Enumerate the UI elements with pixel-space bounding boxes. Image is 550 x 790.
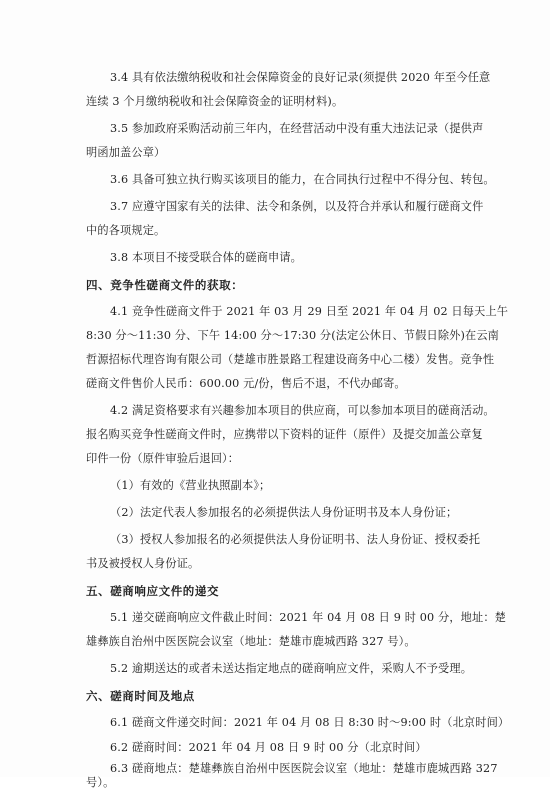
para-4-2-line-2: 报名购买竞争性磋商文件时，应携带以下资料的证件（原件）及提交加盖公章复 bbox=[86, 428, 483, 441]
section-4-heading: 四、竞争性磋商文件的获取： bbox=[86, 278, 244, 292]
para-4-1-line-1: 4.1 竞争性磋商文件于 2021 年 03 月 29 日至 2021 年 04 月 02 日每天上午 bbox=[110, 305, 509, 318]
para-5-1-line-1: 5.1 递交磋商响应文件截止时间：2021 年 04 月 08 日 9 时 00 分，地址：楚 bbox=[110, 611, 507, 624]
section-5-heading: 五、磋商响应文件的递交 bbox=[86, 584, 220, 598]
para-4-1-line-4: 磋商文件售价人民币：600.00 元/份，售后不退，不代办邮寄。 bbox=[86, 377, 406, 390]
para-6-3-line-1: 6.3 磋商地点：楚雄彝族自治州中医医院会议室（地址：楚雄市鹿城西路 327 bbox=[110, 762, 498, 775]
list-item-2: （2）法定代表人参加报名的必须提供法人身份证明书及本人身份证； bbox=[110, 506, 458, 519]
para-3-5-line-2: 明函加盖公章） bbox=[86, 146, 166, 159]
para-4-2-line-3: 印件一份（原件审验后退回）： bbox=[86, 452, 240, 465]
para-6-3-line-2: 号）。 bbox=[86, 776, 115, 789]
para-3-8-line-1: 3.8 本项目不接受联合体的磋商申请。 bbox=[110, 251, 303, 264]
para-5-1-line-2: 雄彝族自治州中医医院会议室（地址：楚雄市鹿城西路 327 号）。 bbox=[86, 635, 416, 648]
para-3-7-line-1: 3.7 应遵守国家有关的法律、法令和条例，以及符合并承认和履行磋商文件 bbox=[110, 200, 484, 213]
section-6-heading: 六、磋商时间及地点 bbox=[86, 689, 195, 703]
list-item-1: （1）有效的《营业执照副本》； bbox=[110, 479, 271, 492]
para-3-7-line-2: 中的各项规定。 bbox=[86, 224, 166, 237]
list-item-3-line-2: 书及被授权人身份证。 bbox=[86, 557, 200, 570]
para-3-4-line-1: 3.4 具有依法缴纳税收和社会保障资金的良好记录(须提供 2020 年至今任意 bbox=[110, 71, 491, 84]
para-6-2: 6.2 磋商时间：2021 年 04 月 08 日 9 时 00 分（北京时间） bbox=[110, 741, 427, 754]
para-3-6-line-1: 3.6 具备可独立执行购买该项目的能力，在合同执行过程中不得分包、转包。 bbox=[110, 173, 495, 186]
para-4-2-line-1: 4.2 满足资格要求有兴趣参加本项目的供应商，可以参加本项目的磋商活动。 bbox=[110, 404, 495, 417]
para-4-1-line-3: 哲源招标代理咨询有限公司（楚雄市胜景路工程建设商务中心二楼）发售。竞争性 bbox=[86, 353, 495, 366]
para-4-1-line-2: 8:30 分～11:30 分、下午 14:00 分～17:30 分(法定公休日、节假日除外)在云南 bbox=[86, 329, 500, 342]
para-3-4-line-2: 连续 3 个月缴纳税收和社会保障资金的证明材料)。 bbox=[86, 95, 344, 108]
para-6-1: 6.1 磋商文件递交时间：2021 年 04 月 08 日 8:30 时～9:00 时（北京时间） bbox=[110, 716, 510, 729]
para-5-2: 5.2 逾期送达的或者未送达指定地点的磋商响应文件，采购人不予受理。 bbox=[110, 662, 473, 675]
para-3-5-line-1: 3.5 参加政府采购活动前三年内，在经营活动中没有重大违法记录（提供声 bbox=[110, 122, 484, 135]
list-item-3-line-1: （3）授权人参加报名的必须提供法人身份证明书、法人身份证、授权委托 bbox=[110, 533, 481, 546]
